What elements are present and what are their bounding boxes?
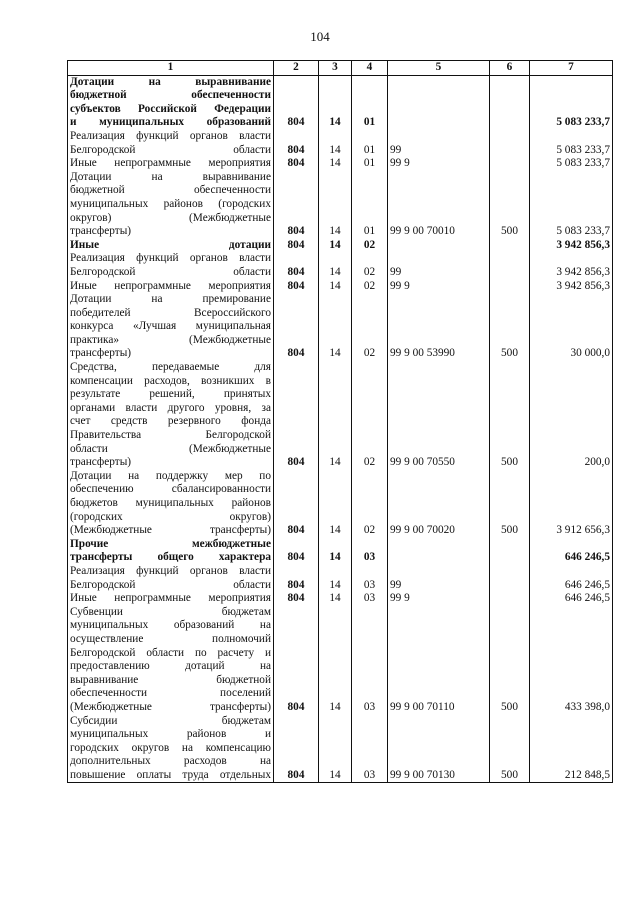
subsection-code: 03 — [352, 715, 388, 783]
expense-type-code: 500 — [490, 361, 530, 470]
row-description — [68, 715, 274, 783]
target-article-code: 99 9 00 70130 — [388, 715, 490, 783]
description-line: предоставлению дотаций на — [70, 660, 271, 673]
ministry-code: 804 — [274, 538, 319, 565]
column-header: 7 — [530, 61, 613, 76]
description-line: обеспечению сбалансированности — [70, 483, 271, 496]
expense-type-code — [490, 75, 530, 130]
section-code: 14 — [319, 606, 352, 715]
description-line: трансферты) — [70, 225, 132, 238]
description-line: Реализация функций органов власти — [70, 252, 271, 265]
section-code: 14 — [319, 715, 352, 783]
table-row — [68, 470, 613, 538]
description-line: органами власти другого уровня, за — [70, 401, 271, 414]
subsection-code: 02 — [352, 470, 388, 538]
ministry-code: 804 — [274, 157, 319, 171]
description-line: субъектов Российской Федерации — [70, 102, 271, 115]
ministry-code: 804 — [274, 715, 319, 783]
column-header: 5 — [388, 61, 490, 76]
section-code: 14 — [319, 293, 352, 361]
table-row — [68, 361, 613, 470]
target-article-code — [388, 239, 490, 253]
target-article-code: 99 9 — [388, 592, 490, 606]
description-line: городских округов на компенсацию — [70, 741, 271, 754]
description-line: Дотации на выравнивание — [70, 75, 271, 88]
description-line: муниципальных районов и — [70, 728, 271, 741]
description-line: Субвенции бюджетам — [70, 605, 271, 618]
description-line: бюджетной обеспеченности — [70, 89, 271, 102]
description-line: счет средств резервного фонда — [70, 415, 271, 428]
expense-type-code: 500 — [490, 293, 530, 361]
ministry-code: 804 — [274, 592, 319, 606]
table-row — [68, 592, 613, 606]
row-description — [68, 280, 274, 294]
table-row — [68, 239, 613, 253]
subsection-code: 02 — [352, 280, 388, 294]
column-header: 1 — [68, 61, 274, 76]
expense-type-code: 500 — [490, 715, 530, 783]
description-line: Иные дотации — [70, 238, 271, 251]
description-line: победителей Всероссийского — [70, 306, 271, 319]
row-description — [68, 171, 274, 239]
row-description — [68, 538, 274, 565]
description-line: дополнительных расходов на — [70, 755, 271, 768]
description-line: Правительства Белгородской — [70, 429, 271, 442]
description-line: Белгородской области по расчету и — [70, 646, 271, 659]
target-article-code: 99 9 — [388, 280, 490, 294]
amount: 646 246,5 — [530, 538, 613, 565]
description-line: округов) (Межбюджетные — [70, 211, 271, 224]
description-line: Иные непрограммные мероприятия — [70, 157, 271, 170]
target-article-code: 99 9 00 53990 — [388, 293, 490, 361]
description-line: Дотации на поддержку мер по — [70, 469, 271, 482]
table-row — [68, 715, 613, 783]
expense-type-code — [490, 239, 530, 253]
table-row — [68, 157, 613, 171]
amount: 3 942 856,3 — [530, 239, 613, 253]
target-article-code: 99 9 — [388, 157, 490, 171]
description-line: Средства, передаваемые для — [70, 361, 271, 374]
subsection-code: 03 — [352, 592, 388, 606]
description-line: Белгородской области — [70, 143, 271, 156]
amount: 3 912 656,3 — [530, 470, 613, 538]
amount: 646 246,5 — [530, 592, 613, 606]
description-line: бюджетной обеспеченности — [70, 184, 271, 197]
expense-type-code — [490, 157, 530, 171]
description-line: трансферты общего характера — [70, 551, 271, 564]
description-line: и муниципальных образований — [70, 116, 271, 129]
amount: 3 942 856,3 — [530, 280, 613, 294]
subsection-code: 01 — [352, 171, 388, 239]
ministry-code: 804 — [274, 361, 319, 470]
amount: 5 083 233,7 — [530, 75, 613, 130]
row-description — [68, 606, 274, 715]
description-line: осуществление полномочий — [70, 632, 271, 645]
table-row — [68, 75, 613, 130]
row-description — [68, 293, 274, 361]
subsection-code: 03 — [352, 538, 388, 565]
target-article-code: 99 — [388, 130, 490, 157]
row-description — [68, 361, 274, 470]
row-description — [68, 592, 274, 606]
expense-type-code — [490, 538, 530, 565]
description-line: Дотации на премирование — [70, 293, 271, 306]
expense-type-code — [490, 252, 530, 279]
budget-table — [67, 60, 613, 783]
expense-type-code: 500 — [490, 470, 530, 538]
column-header: 6 — [490, 61, 530, 76]
table-row — [68, 280, 613, 294]
table-row — [68, 130, 613, 157]
section-code: 14 — [319, 538, 352, 565]
amount: 5 083 233,7 — [530, 130, 613, 157]
description-line: компенсации расходов, возникших в — [70, 374, 271, 387]
description-line: бюджетов муниципальных районов — [70, 497, 271, 509]
subsection-code: 02 — [352, 293, 388, 361]
ministry-code: 804 — [274, 75, 319, 130]
description-line: трансферты) — [70, 456, 132, 469]
table-row — [68, 565, 613, 592]
target-article-code: 99 9 00 70010 — [388, 171, 490, 239]
table-row — [68, 538, 613, 565]
section-code: 14 — [319, 157, 352, 171]
description-line: выравнивание бюджетной — [70, 673, 271, 686]
section-code: 14 — [319, 280, 352, 294]
column-header: 4 — [352, 61, 388, 76]
page-number: 104 — [310, 29, 330, 44]
description-line: Реализация функций органов власти — [70, 129, 271, 142]
section-code: 14 — [319, 130, 352, 157]
row-description — [68, 157, 274, 171]
description-line: муниципальных образований на — [70, 619, 271, 632]
subsection-code: 02 — [352, 239, 388, 253]
amount: 200,0 — [530, 361, 613, 470]
ministry-code: 804 — [274, 280, 319, 294]
amount: 5 083 233,7 — [530, 157, 613, 171]
table-row — [68, 171, 613, 239]
row-description — [68, 130, 274, 157]
target-article-code: 99 9 00 70020 — [388, 470, 490, 538]
ministry-code: 804 — [274, 171, 319, 239]
section-code: 14 — [319, 592, 352, 606]
description-line: Белгородской области — [70, 578, 271, 591]
description-line: (Межбюджетные трансферты) — [70, 524, 271, 537]
ministry-code: 804 — [274, 252, 319, 279]
section-code: 14 — [319, 239, 352, 253]
amount: 646 246,5 — [530, 565, 613, 592]
expense-type-code — [490, 565, 530, 592]
section-code: 14 — [319, 75, 352, 130]
section-code: 14 — [319, 252, 352, 279]
subsection-code: 01 — [352, 130, 388, 157]
expense-type-code: 500 — [490, 171, 530, 239]
amount: 212 848,5 — [530, 715, 613, 783]
subsection-code: 03 — [352, 565, 388, 592]
amount: 433 398,0 — [530, 606, 613, 715]
ministry-code: 804 — [274, 470, 319, 538]
description-line: обеспеченности поселений — [70, 687, 271, 700]
row-description — [68, 75, 274, 130]
table-row — [68, 252, 613, 279]
description-line: Белгородской области — [70, 265, 271, 278]
description-line: Прочие межбюджетные — [70, 537, 271, 550]
expense-type-code — [490, 592, 530, 606]
target-article-code: 99 — [388, 252, 490, 279]
description-line: повышение оплаты труда отдельных — [70, 768, 271, 781]
description-line: области (Межбюджетные — [70, 442, 271, 455]
amount: 5 083 233,7 — [530, 171, 613, 239]
description-line: Дотации на выравнивание — [70, 170, 271, 183]
description-line: (городских округов) — [70, 510, 271, 523]
description-line: (Межбюджетные трансферты) — [70, 700, 271, 713]
column-header: 2 — [274, 61, 319, 76]
target-article-code — [388, 75, 490, 130]
target-article-code: 99 9 00 70550 — [388, 361, 490, 470]
subsection-code: 01 — [352, 75, 388, 130]
table-row — [68, 606, 613, 715]
column-header: 3 — [319, 61, 352, 76]
amount: 30 000,0 — [530, 293, 613, 361]
subsection-code: 03 — [352, 606, 388, 715]
ministry-code: 804 — [274, 239, 319, 253]
subsection-code: 01 — [352, 157, 388, 171]
subsection-code: 02 — [352, 361, 388, 470]
target-article-code: 99 — [388, 565, 490, 592]
ministry-code: 804 — [274, 293, 319, 361]
row-description — [68, 565, 274, 592]
target-article-code — [388, 538, 490, 565]
row-description — [68, 252, 274, 279]
description-line: Субсидии бюджетам — [70, 714, 271, 727]
description-line: Иные непрограммные мероприятия — [70, 592, 271, 605]
description-line: трансферты) — [70, 347, 132, 360]
row-description — [68, 239, 274, 253]
amount: 3 942 856,3 — [530, 252, 613, 279]
description-line: результате решений, принятых — [70, 388, 271, 401]
table-body — [68, 75, 613, 783]
description-line: Иные непрограммные мероприятия — [70, 279, 271, 292]
description-line: конкурса «Лучшая муниципальная — [70, 320, 271, 333]
section-code: 14 — [319, 470, 352, 538]
description-line: практика» (Межбюджетные — [70, 333, 271, 346]
section-code: 14 — [319, 361, 352, 470]
description-line: Реализация функций органов власти — [70, 564, 271, 577]
ministry-code: 804 — [274, 606, 319, 715]
description-line: муниципальных районов (городских — [70, 197, 271, 210]
table-row — [68, 293, 613, 361]
ministry-code: 804 — [274, 130, 319, 157]
row-description — [68, 470, 274, 538]
section-code: 14 — [319, 565, 352, 592]
expense-type-code — [490, 130, 530, 157]
ministry-code: 804 — [274, 565, 319, 592]
expense-type-code — [490, 280, 530, 294]
subsection-code: 02 — [352, 252, 388, 279]
expense-type-code: 500 — [490, 606, 530, 715]
table-header-row — [68, 61, 613, 76]
section-code: 14 — [319, 171, 352, 239]
target-article-code: 99 9 00 70110 — [388, 606, 490, 715]
